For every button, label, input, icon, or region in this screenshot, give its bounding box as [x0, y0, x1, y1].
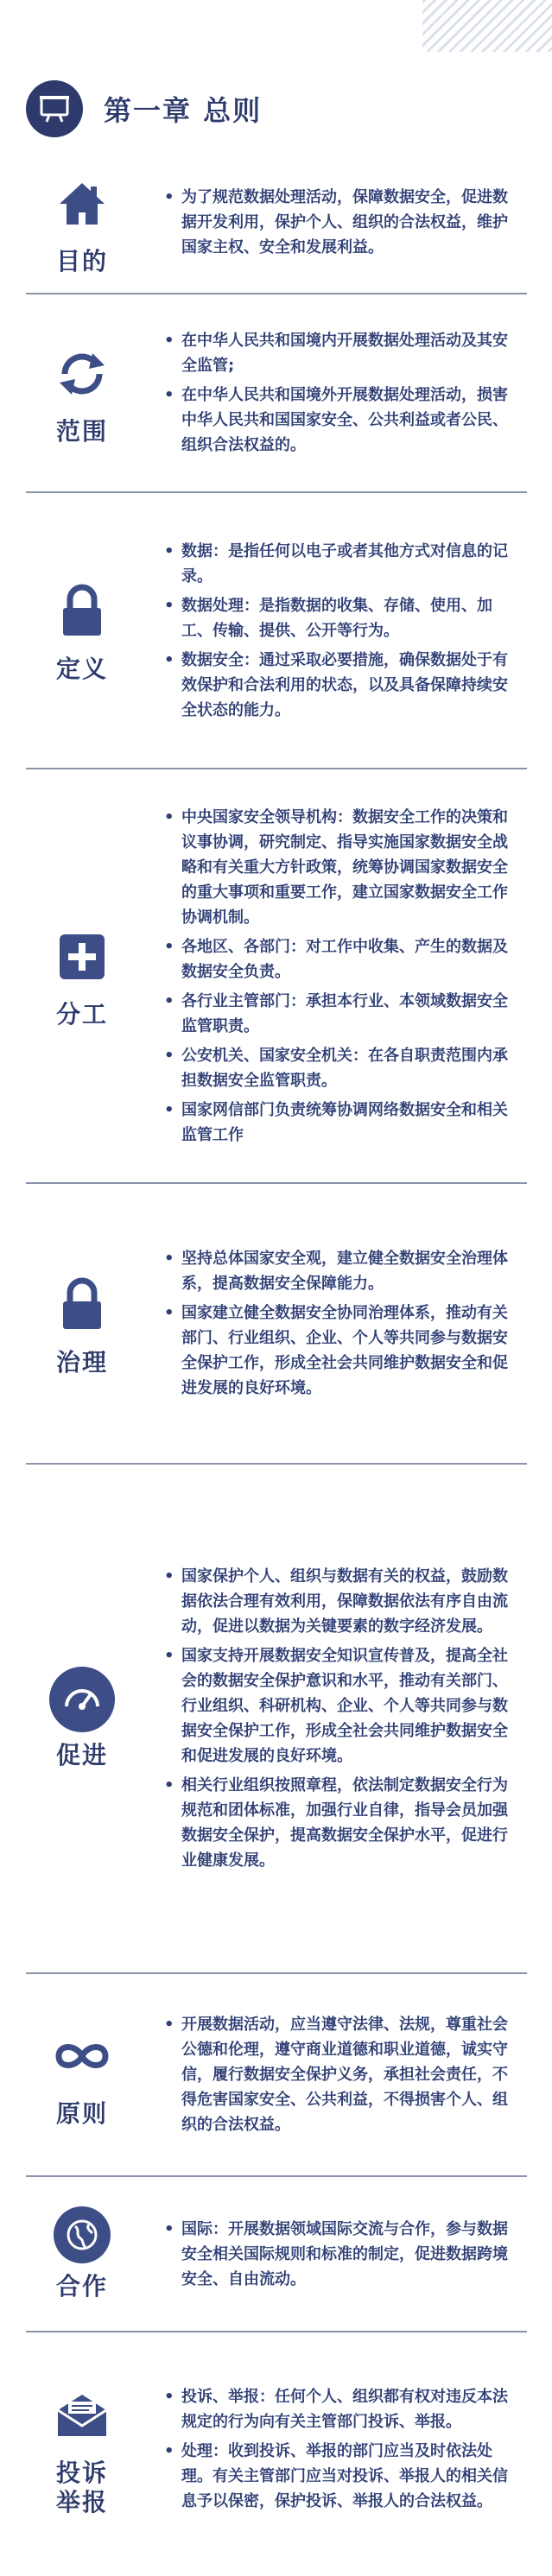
padlock-icon	[48, 577, 117, 646]
item-list	[162, 535, 511, 727]
item-list	[162, 2212, 511, 2296]
section-label-line: 投诉	[55, 2459, 108, 2488]
item-list	[162, 1560, 511, 1877]
globe-icon	[54, 2206, 111, 2263]
list-item: • 各地区、各部门：对工作中收集、产生的数据及数据安全负责。	[162, 934, 511, 984]
list-item: • 坚持总体国家安全观，建立健全数据安全治理体系，提高数据安全保障能力。	[162, 1246, 511, 1296]
envelope-icon	[48, 2381, 117, 2450]
item-list	[162, 801, 511, 1152]
house-icon	[48, 169, 117, 238]
list-item: • 投诉、举报：任何个人、组织都有权对违反本法规定的行为向有关主管部门投诉、举报。	[162, 2384, 511, 2434]
section-cooperation	[26, 2177, 527, 2332]
section-scope	[26, 294, 527, 493]
section-definition	[26, 493, 527, 769]
section-promotion	[26, 1465, 527, 1974]
presentation-board-icon	[26, 80, 83, 137]
list-item: • 在中华人民共和国境内开展数据处理活动及其安全监管;	[162, 328, 511, 378]
item-list	[162, 2008, 511, 2142]
list-item: • 国际：开展数据领域国际交流与合作，参与数据安全相关国际规则和标准的制定，促进数据跨境安全、自由流动。	[162, 2217, 511, 2292]
item-list	[162, 324, 511, 462]
list-item: • 开展数据活动，应当遵守法律、法规，尊重社会公德和伦理，遵守商业道德和职业道德，诚实守信，履行数据安全保护义务，承担社会责任，不得危害国家安全、公共利益，不得损害个人、组织的合法权益。	[162, 2012, 511, 2137]
section-division	[26, 769, 527, 1184]
chapter-title: 第一章 总则	[104, 94, 263, 127]
list-item: • 公安机关、国家安全机关：在各自职责范围内承担数据安全监管职责。	[162, 1043, 511, 1093]
list-item: • 国家建立健全数据安全协同治理体系，推动有关部门、行业组织、企业、个人等共同参与数据安全保护工作，形成全社会共同维护数据安全和促进发展的良好环境。	[162, 1301, 511, 1401]
section-governance	[26, 1184, 527, 1465]
list-item: • 处理：收到投诉、举报的部门应当及时依法处理。有关主管部门应当对投诉、举报人的相关信息予以保密，保护投诉、举报人的合法权益。	[162, 2439, 511, 2514]
list-item: • 数据处理：是指数据的收集、存储、使用、加工、传输、提供、公开等行为。	[162, 593, 511, 643]
list-item: • 数据安全：通过采取必要措施，确保数据处于有效保护和合法利用的状态，以及具备保障持续安全状态的能力。	[162, 648, 511, 723]
list-item: • 相关行业组织按照章程，依法制定数据安全行为规范和团体标准，加强行业自律，指导会员加强数据安全保护，提高数据安全保护水平，促进行业健康发展。	[162, 1773, 511, 1873]
list-item: • 为了规范数据处理活动，保障数据安全，促进数据开发利用，保护个人、组织的合法权益，维护国家主权、安全和发展利益。	[162, 185, 511, 260]
section-label-line: 举报	[55, 2488, 108, 2516]
item-list	[162, 180, 511, 264]
item-list	[162, 2380, 511, 2518]
list-item: • 国家网信部门负责统筹协调网络数据安全和相关监管工作	[162, 1098, 511, 1148]
list-item: • 数据：是指任何以电子或者其他方式对信息的记录。	[162, 539, 511, 589]
list-item: • 各行业主管部门：承担本行业、本领域数据安全监管职责。	[162, 989, 511, 1039]
section-label: 原则	[55, 2098, 108, 2128]
speedometer-icon	[49, 1667, 115, 1732]
decorative-stripes	[422, 0, 552, 52]
chapter-header	[26, 66, 527, 152]
section-purpose	[26, 152, 527, 294]
section-label: 分工	[55, 1000, 108, 1029]
item-list	[162, 1242, 511, 1405]
section-label: 促进	[55, 1741, 108, 1770]
section-label: 定义	[55, 655, 108, 684]
padlock-icon	[48, 1270, 117, 1339]
section-label: 目的	[55, 246, 108, 275]
section-label: 合作	[55, 2272, 108, 2301]
list-item: • 中央国家安全领导机构：数据安全工作的决策和议事协调，研究制定、指导实施国家数据安全战略和有关重大方针政策，统筹协调国家数据安全的重大事项和重要工作，建立国家数据安全工作协调机制。	[162, 805, 511, 930]
infinity-loop-icon	[48, 2022, 117, 2091]
section-label	[56, 2459, 108, 2516]
list-item: • 在中华人民共和国境外开展数据处理活动，损害中华人民共和国国家安全、公共利益或者公民、组织合法权益的。	[162, 383, 511, 458]
section-label: 范围	[55, 417, 108, 446]
list-item: • 国家支持开展数据安全知识宣传普及，提高全社会的数据安全保护意识和水平，推动有关部门、行业组织、科研机构、企业、个人等共同参与数据安全保护工作，形成全社会共同维护数据安全和促进发展的良好环境。	[162, 1643, 511, 1769]
list-item: • 国家保护个人、组织与数据有关的权益，鼓励数据依法合理有效利用，保障数据依法有序自由流动，促进以数据为关键要素的数字经济发展。	[162, 1564, 511, 1639]
section-principle	[26, 1974, 527, 2177]
section-complaint	[26, 2332, 527, 2566]
section-label: 治理	[55, 1347, 108, 1377]
plus-box-icon	[48, 922, 117, 991]
refresh-arrows-icon	[48, 339, 117, 408]
